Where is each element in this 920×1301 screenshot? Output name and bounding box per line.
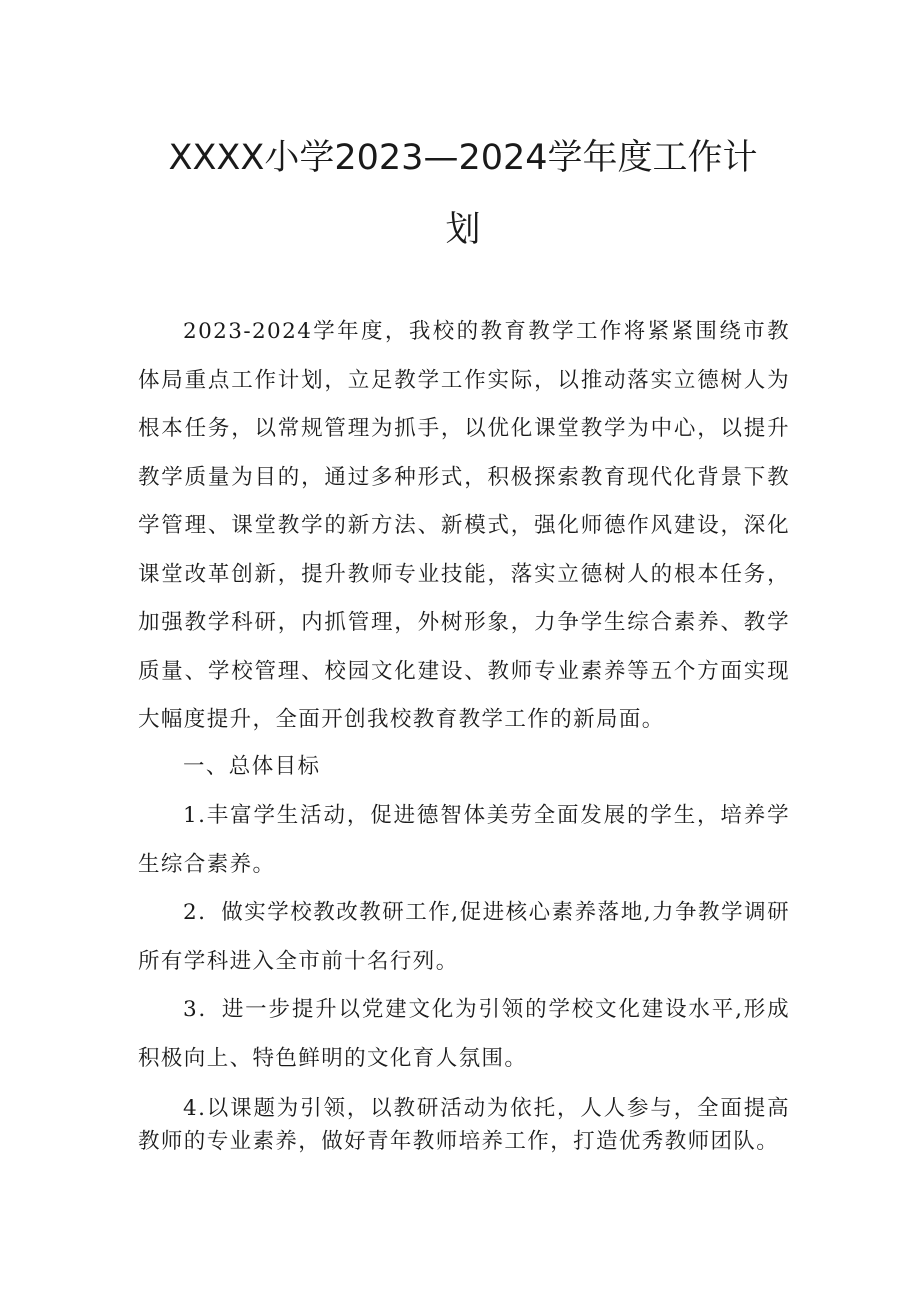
goal-item-4: 4.以课题为引领，以教研活动为依托，人人参与，全面提高教师的专业素养，做好青年教师培养工作，打造优秀教师团队。: [138, 1096, 790, 1154]
document-title-line-1: XXXX小学2023—2024学年度工作计: [168, 138, 758, 178]
goal-item-1: 1.丰富学生活动，促进德智体美劳全面发展的学生，培养学生综合素养。: [138, 803, 790, 877]
document-title-line-2: 划: [445, 210, 481, 250]
goal-item-3: 3．进一步提升以党建文化为引领的学校文化建设水平,形成积极向上、特色鲜明的文化育人氛围。: [138, 997, 790, 1071]
goal-item-2: 2．做实学校教改教研工作,促进核心素养落地,力争教学调研所有学科进入全市前十名行列。: [138, 900, 790, 974]
section-heading-overall-goals: 一、总体目标: [183, 754, 321, 779]
intro-paragraph: 2023-2024学年度，我校的教育教学工作将紧紧围绕市教体局重点工作计划，立足教学工作实际，以推动落实立德树人为根本任务，以常规管理为抓手，以优化课堂教学为中心，以提升教学质量为目的，通过多种形式，积极探索教育现代化背景下教学管理、课堂教学的新方法、新模式，强化师德作风建设，深化课堂改革创新，提升教师专业技能，落实立德树人的根本任务，加强教学科研，内抓管理，外树形象，力争学生综合素养、教学质量、学校管理、校园文化建设、教师专业素养等五个方面实现大幅度提升，全面开创我校教育教学工作的新局面。: [138, 319, 790, 732]
